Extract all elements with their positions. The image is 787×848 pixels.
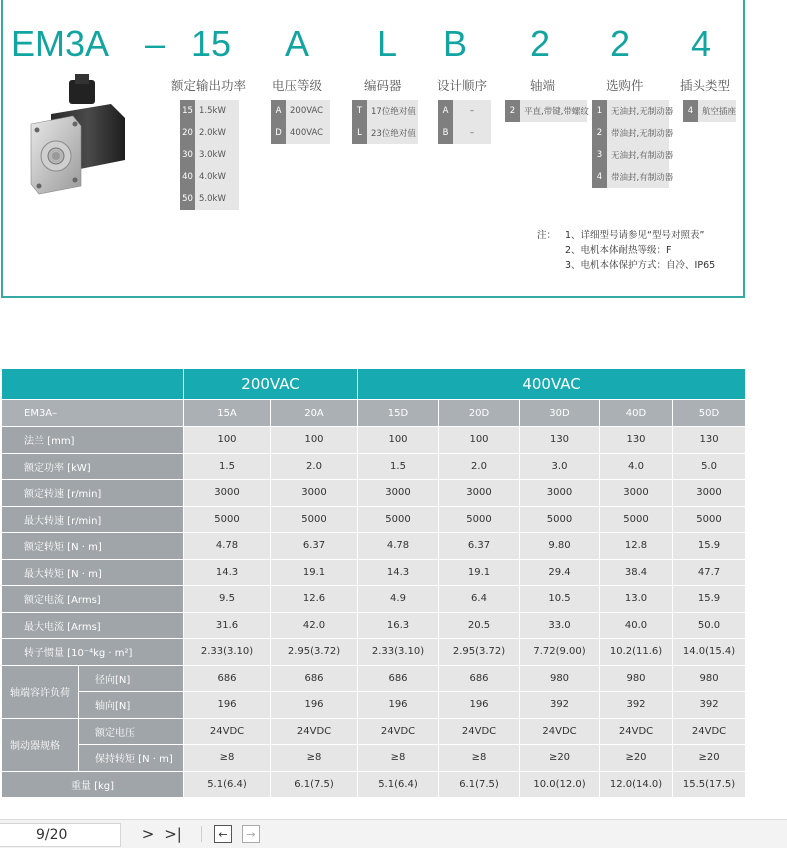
option-code: 2: [592, 122, 607, 144]
spec-subrow-label: 轴向[N]: [79, 692, 184, 719]
option-code: 20: [180, 122, 195, 144]
spec-row-label: 法兰 [mm]: [2, 427, 184, 454]
option-row: [271, 100, 330, 122]
spec-cell: 1.5: [184, 453, 271, 480]
option-row: [505, 100, 587, 122]
option-code: B: [438, 122, 453, 144]
spec-cell: 47.7: [673, 559, 746, 586]
spec-cell: ≥20: [673, 745, 746, 772]
spec-cell: 130: [520, 427, 600, 454]
code-shaft: 2: [530, 23, 551, 64]
model-code-panel: [1, 0, 745, 298]
spec-cell: 24VDC: [271, 718, 358, 745]
spec-cell: 15.9: [673, 586, 746, 613]
spec-row-label: 最大转速 [r/min]: [2, 506, 184, 533]
spec-cell: 5000: [520, 506, 600, 533]
spec-cell: 9.80: [520, 533, 600, 560]
spec-cell: 980: [673, 665, 746, 692]
spec-cell: 196: [439, 692, 520, 719]
back-arrow-icon[interactable]: ←: [214, 825, 232, 843]
spec-cell: 100: [439, 427, 520, 454]
option-code: A: [271, 100, 286, 122]
spec-row-label: 额定转矩 [N · m]: [2, 533, 184, 560]
spec-cell: 392: [673, 692, 746, 719]
segment-title-shaft: 轴端: [530, 78, 556, 93]
spec-cell: 3000: [520, 480, 600, 507]
spec-row: [2, 692, 746, 719]
spec-body: [2, 427, 746, 798]
option-row: [180, 100, 239, 122]
spec-table: [1, 368, 746, 798]
option-row: [352, 100, 418, 122]
spec-cell: 5000: [439, 506, 520, 533]
spec-cell: 196: [184, 692, 271, 719]
spec-cell: 6.37: [439, 533, 520, 560]
code-series: EM3A: [11, 23, 110, 64]
option-desc: 平直,带键,带螺纹: [520, 100, 587, 122]
option-desc: 400VAC: [286, 122, 330, 144]
spec-cell: ≥20: [600, 745, 673, 772]
toolbar-divider: [201, 826, 202, 842]
model-row: [2, 400, 746, 427]
option-code: 1: [592, 100, 607, 122]
spec-cell: 31.6: [184, 612, 271, 639]
spec-cell: 686: [439, 665, 520, 692]
spec-cell: 100: [358, 427, 439, 454]
spec-cell: 24VDC: [358, 718, 439, 745]
spec-cell: 980: [520, 665, 600, 692]
option-code: 3: [592, 144, 607, 166]
option-desc: 无油封,无制动器: [607, 100, 669, 122]
spec-cell: 10.0(12.0): [520, 771, 600, 798]
code-connector: 4: [691, 23, 712, 64]
spec-cell: 15.5(17.5): [673, 771, 746, 798]
spec-row: [2, 453, 746, 480]
spec-cell: 4.78: [184, 533, 271, 560]
spec-cell: 14.0(15.4): [673, 639, 746, 666]
spec-cell: 5000: [184, 506, 271, 533]
model-cell: 50D: [673, 400, 746, 427]
spec-row-label: 转子惯量 [10⁻⁴kg · m²]: [2, 639, 184, 666]
code-design: B: [443, 23, 468, 64]
spec-cell: 196: [358, 692, 439, 719]
spec-cell: 3000: [673, 480, 746, 507]
code-encoder: L: [377, 23, 398, 64]
spec-cell: 4.0: [600, 453, 673, 480]
spec-row: [2, 745, 746, 772]
header-400vac: 400VAC: [358, 369, 746, 400]
forward-arrow-icon[interactable]: →: [242, 825, 260, 843]
spec-row: [2, 612, 746, 639]
note-1: 1、详细型号请参见“型号对照表”: [565, 230, 705, 241]
spec-cell: 3.0: [520, 453, 600, 480]
options-optional: [592, 100, 674, 188]
spec-cell: 5000: [271, 506, 358, 533]
spec-cell: 3000: [271, 480, 358, 507]
spec-cell: 980: [600, 665, 673, 692]
option-row: [352, 122, 418, 144]
spec-row-label: 重量 [kg]: [2, 771, 184, 798]
spec-cell: 2.95(3.72): [439, 639, 520, 666]
option-desc: –: [453, 122, 491, 144]
voltage-header-row: [2, 369, 746, 400]
notes-label: 注：: [537, 230, 557, 241]
spec-cell: 24VDC: [600, 718, 673, 745]
option-desc: 3.0kW: [195, 144, 239, 166]
spec-cell: 2.0: [439, 453, 520, 480]
spec-cell: 130: [673, 427, 746, 454]
spec-cell: 686: [271, 665, 358, 692]
spec-cell: 29.4: [520, 559, 600, 586]
model-cell: 20A: [271, 400, 358, 427]
next-page-icon[interactable]: >: [141, 825, 155, 843]
option-code: 4: [592, 166, 607, 188]
spec-cell: 19.1: [439, 559, 520, 586]
option-desc: 4.0kW: [195, 166, 239, 188]
spec-cell: 130: [600, 427, 673, 454]
segment-title-design: 设计顺序: [437, 78, 488, 93]
spec-cell: 4.9: [358, 586, 439, 613]
option-desc: 带油封,无制动器: [607, 122, 669, 144]
spec-cell: 1.5: [358, 453, 439, 480]
spec-cell: 40.0: [600, 612, 673, 639]
spec-group-label: 制动器规格: [2, 718, 79, 771]
spec-cell: 19.1: [271, 559, 358, 586]
spec-cell: 38.4: [600, 559, 673, 586]
options-power: [180, 100, 239, 210]
option-desc: 1.5kW: [195, 100, 239, 122]
options-shaft: [505, 100, 587, 122]
option-code: 30: [180, 144, 195, 166]
spec-cell: 15.9: [673, 533, 746, 560]
option-row: [180, 188, 239, 210]
code-option: 2: [610, 23, 631, 64]
option-row: [592, 166, 674, 188]
spec-cell: 14.3: [184, 559, 271, 586]
spec-row-label: 额定转速 [r/min]: [2, 480, 184, 507]
model-cell: 40D: [600, 400, 673, 427]
spec-cell: 5000: [600, 506, 673, 533]
spec-cell: 7.72(9.00): [520, 639, 600, 666]
option-code: T: [352, 100, 367, 122]
model-label: EM3A–: [2, 400, 184, 427]
spec-cell: 33.0: [520, 612, 600, 639]
options-encoder: [352, 100, 418, 144]
option-code: 50: [180, 188, 195, 210]
spec-cell: 2.33(3.10): [358, 639, 439, 666]
option-row: [592, 122, 674, 144]
spec-cell: 5.0: [673, 453, 746, 480]
spec-cell: 5.1(6.4): [358, 771, 439, 798]
header-200vac: 200VAC: [184, 369, 358, 400]
option-desc: 2.0kW: [195, 122, 239, 144]
segment-title-encoder: 编码器: [364, 78, 402, 93]
option-desc: 200VAC: [286, 100, 330, 122]
spec-cell: 2.95(3.72): [271, 639, 358, 666]
spec-subrow-label: 额定电压: [79, 718, 184, 745]
segment-title-voltage: 电压等级: [272, 78, 323, 93]
model-cell: 15A: [184, 400, 271, 427]
spec-cell: 6.1(7.5): [271, 771, 358, 798]
option-desc: 航空插座: [698, 100, 736, 122]
model-cell: 15D: [358, 400, 439, 427]
options-design: [438, 100, 491, 144]
spec-cell: ≥8: [439, 745, 520, 772]
spec-cell: 24VDC: [184, 718, 271, 745]
spec-row-label: 额定电流 [Arms]: [2, 586, 184, 613]
spec-row: [2, 533, 746, 560]
header-corner: [2, 369, 184, 400]
model-cell: 30D: [520, 400, 600, 427]
notes: [537, 228, 715, 273]
spec-cell: ≥8: [358, 745, 439, 772]
note-2: 2、电机本体耐热等级：F: [565, 245, 672, 256]
option-desc: 17位绝对值: [367, 100, 418, 122]
option-code: 15: [180, 100, 195, 122]
spec-cell: 3000: [439, 480, 520, 507]
option-desc: 23位绝对值: [367, 122, 418, 144]
spec-cell: 12.6: [271, 586, 358, 613]
spec-row-label: 额定功率 [kW]: [2, 453, 184, 480]
spec-cell: 5.1(6.4): [184, 771, 271, 798]
spec-cell: 10.2(11.6): [600, 639, 673, 666]
spec-cell: 686: [358, 665, 439, 692]
spec-cell: 392: [520, 692, 600, 719]
option-code: D: [271, 122, 286, 144]
segment-title-connector: 插头类型: [680, 78, 731, 93]
spec-cell: 686: [184, 665, 271, 692]
option-desc: 带油封,有制动器: [607, 166, 669, 188]
spec-cell: 12.8: [600, 533, 673, 560]
spec-cell: 3000: [358, 480, 439, 507]
spec-cell: 100: [184, 427, 271, 454]
option-code: L: [352, 122, 367, 144]
option-row: [592, 144, 674, 166]
spec-row: [2, 586, 746, 613]
spec-cell: 6.1(7.5): [439, 771, 520, 798]
options-voltage: [271, 100, 330, 144]
spec-cell: 6.4: [439, 586, 520, 613]
option-row: [592, 100, 674, 122]
option-row: [438, 122, 491, 144]
spec-cell: 3000: [600, 480, 673, 507]
last-page-icon[interactable]: >|: [164, 825, 182, 843]
spec-cell: 5000: [673, 506, 746, 533]
option-row: [438, 100, 491, 122]
option-row: [683, 100, 736, 122]
spec-cell: ≥20: [520, 745, 600, 772]
code-power: 15: [191, 23, 232, 64]
option-code: A: [438, 100, 453, 122]
note-3: 3、电机本体保护方式：自冷、IP65: [565, 260, 716, 271]
spec-cell: 10.5: [520, 586, 600, 613]
spec-cell: 3000: [184, 480, 271, 507]
segment-title-power: 额定输出功率: [171, 78, 247, 93]
spec-row: [2, 506, 746, 533]
spec-cell: 100: [271, 427, 358, 454]
spec-row: [2, 559, 746, 586]
spec-subrow-label: 径向[N]: [79, 665, 184, 692]
spec-row: [2, 639, 746, 666]
spec-cell: 2.0: [271, 453, 358, 480]
spec-row: [2, 427, 746, 454]
spec-cell: 392: [600, 692, 673, 719]
option-row: [271, 122, 330, 144]
spec-cell: 24VDC: [520, 718, 600, 745]
spec-cell: 14.3: [358, 559, 439, 586]
spec-cell: 4.78: [358, 533, 439, 560]
spec-cell: 16.3: [358, 612, 439, 639]
model-cell: 20D: [439, 400, 520, 427]
spec-cell: 6.37: [271, 533, 358, 560]
spec-cell: 2.33(3.10): [184, 639, 271, 666]
option-desc: 无油封,有制动器: [607, 144, 669, 166]
options-connector: [683, 100, 736, 122]
spec-cell: 13.0: [600, 586, 673, 613]
spec-cell: 5000: [358, 506, 439, 533]
servo-motor-image: [25, 74, 131, 198]
spec-cell: 24VDC: [439, 718, 520, 745]
option-desc: –: [453, 100, 491, 122]
spec-cell: 196: [271, 692, 358, 719]
spec-cell: 9.5: [184, 586, 271, 613]
option-code: 4: [683, 100, 698, 122]
spec-cell: 50.0: [673, 612, 746, 639]
page-toolbar: [0, 819, 787, 848]
segment-title-option: 选购件: [606, 78, 644, 93]
spec-row-label: 最大电流 [Arms]: [2, 612, 184, 639]
spec-cell: 12.0(14.0): [600, 771, 673, 798]
spec-cell: 42.0: [271, 612, 358, 639]
option-desc: 5.0kW: [195, 188, 239, 210]
option-code: 40: [180, 166, 195, 188]
spec-subrow-label: 保持转矩 [N · m]: [79, 745, 184, 772]
spec-row: [2, 665, 746, 692]
spec-row: [2, 718, 746, 745]
spec-group-label: 轴端容许负荷: [2, 665, 79, 718]
code-voltage: A: [285, 23, 310, 64]
spec-row-weight: [2, 771, 746, 798]
spec-cell: 24VDC: [673, 718, 746, 745]
spec-cell: 20.5: [439, 612, 520, 639]
spec-cell: ≥8: [271, 745, 358, 772]
spec-cell: ≥8: [184, 745, 271, 772]
option-code: 2: [505, 100, 520, 122]
spec-row-label: 最大转矩 [N · m]: [2, 559, 184, 586]
code-dash: –: [145, 23, 166, 64]
option-row: [180, 166, 239, 188]
option-row: [180, 144, 239, 166]
spec-row: [2, 480, 746, 507]
page-number-input[interactable]: 9/20: [0, 823, 121, 847]
option-row: [180, 122, 239, 144]
